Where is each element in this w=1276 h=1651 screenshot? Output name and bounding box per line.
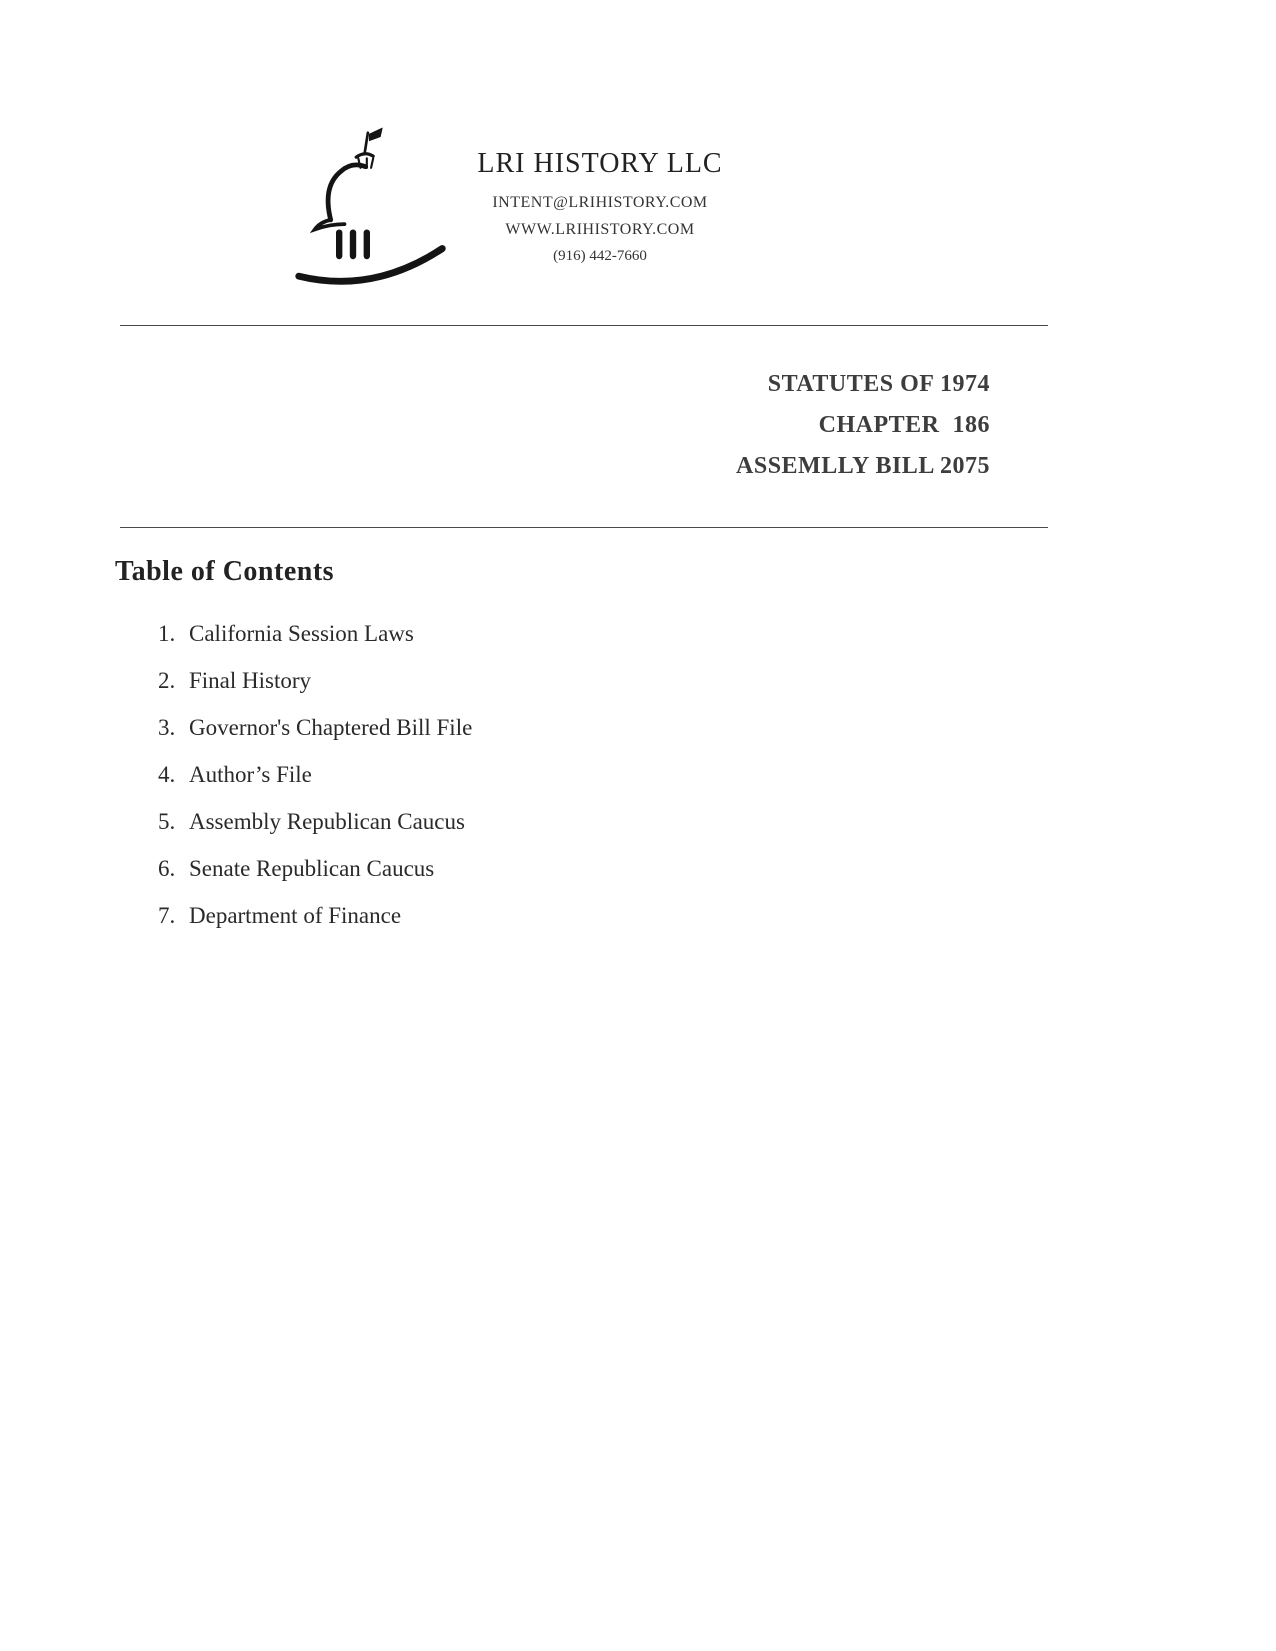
toc-item-label: Author’s File: [189, 762, 312, 787]
toc-item: [181, 853, 472, 884]
toc-item: [181, 759, 472, 790]
statutes-line: STATUTES OF 1974: [767, 371, 990, 397]
toc-item: [181, 712, 472, 743]
toc-item-label: Governor's Chaptered Bill File: [189, 715, 473, 740]
toc-heading: Table of Contents: [115, 556, 335, 587]
toc-item: [181, 618, 472, 649]
toc-list: [143, 618, 472, 947]
toc-item: [181, 900, 472, 931]
toc-item: [181, 665, 472, 696]
statute-title-block: [736, 364, 990, 487]
company-phone: (916) 442-7660: [553, 248, 647, 264]
toc-item-label: Final History: [189, 668, 312, 693]
company-website: WWW.LRIHISTORY.COM: [505, 221, 695, 238]
divider-bottom: [120, 527, 1048, 528]
chapter-line: CHAPTER 186: [818, 412, 990, 438]
toc-item-label: Assembly Republican Caucus: [189, 809, 465, 834]
toc-item-label: Senate Republican Caucus: [189, 856, 435, 881]
divider-top: [120, 325, 1048, 326]
toc-item-label: Department of Finance: [189, 903, 402, 928]
company-email: INTENT@LRIHISTORY.COM: [492, 194, 708, 211]
company-header: [430, 148, 770, 265]
capitol-dome-logo-icon: [290, 120, 450, 290]
toc-item-label: California Session Laws: [189, 621, 414, 646]
toc-item: [181, 806, 472, 837]
company-name: LRI HISTORY LLC: [477, 148, 723, 179]
bill-line: ASSEMLLY BILL 2075: [736, 453, 990, 479]
